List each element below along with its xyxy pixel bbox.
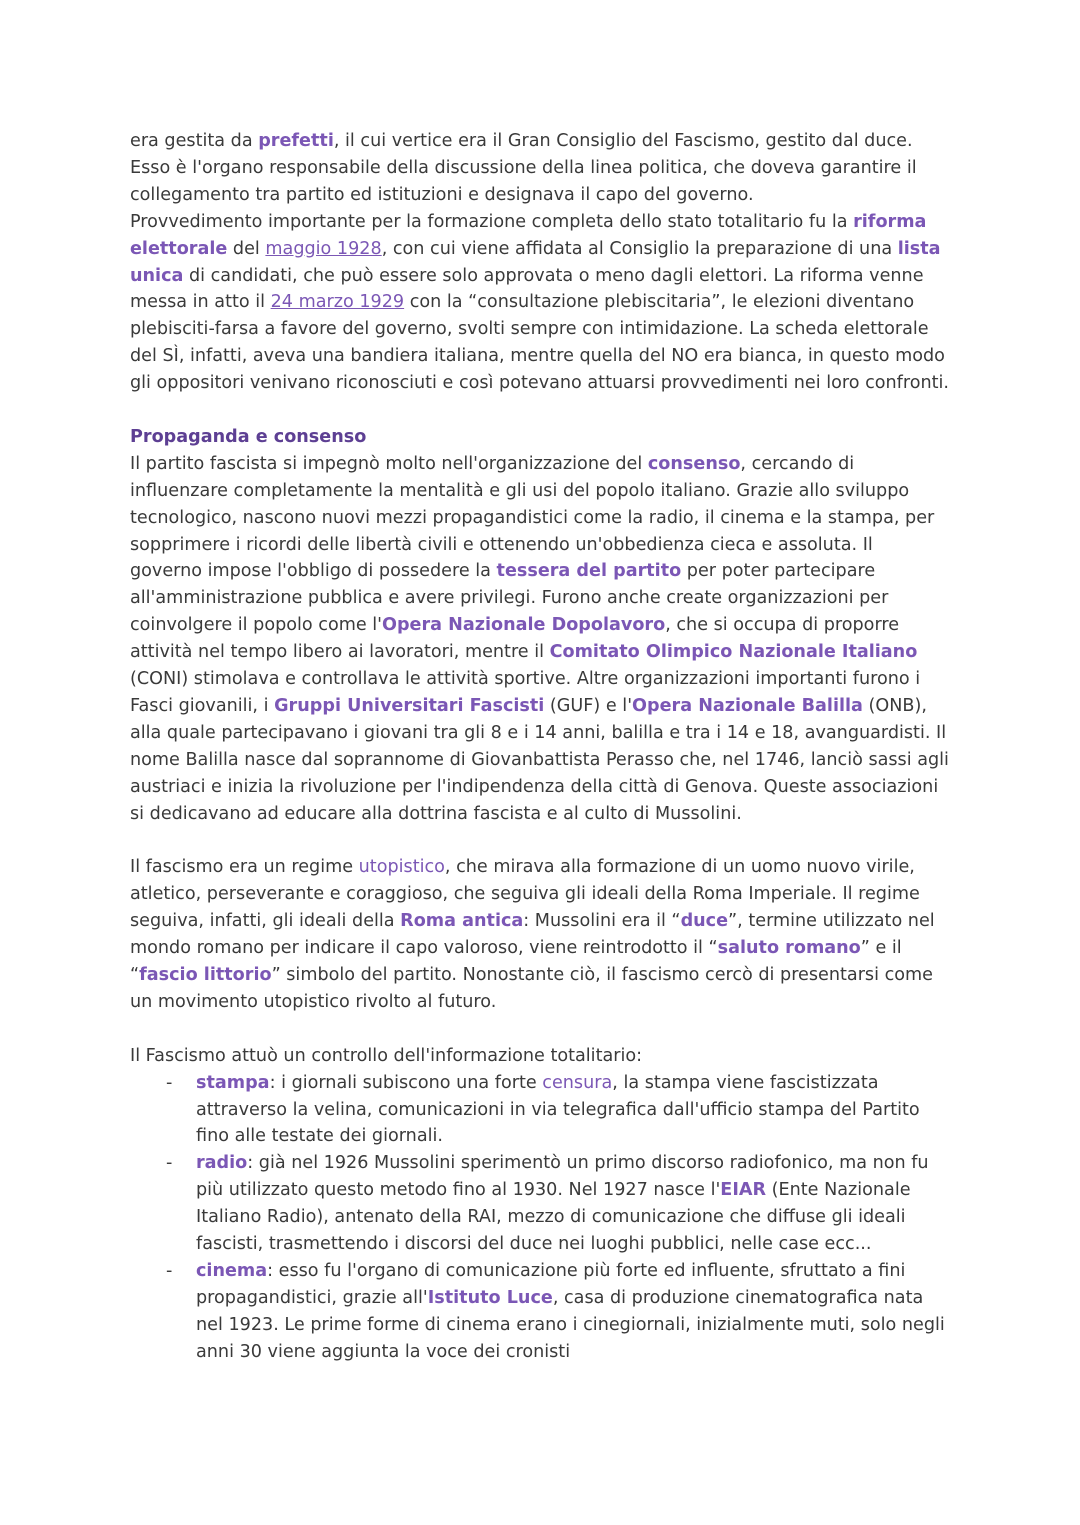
paragraph-utopistico: Il fascismo era un regime utopistico, che mirava alla formazione di un uomo nuovo virile, atletico, perseverante e coraggioso, che seguiva gli ideali della Roma Imperiale. Il regime seguiva, infatti, gli ideali della Roma antica: Mussolini era il “duce”, termine utilizzato nel mondo romano per indicare il capo valoroso, viene reintrodotto il “saluto romano” e il “fascio littorio” simbolo del partito. Nonostante ciò, il fascismo cercò di presentarsi come un movimento utopistico rivolto al futuro.: [130, 857, 935, 1012]
bullet-dash: -: [166, 1261, 173, 1282]
bullet-dash: -: [166, 1072, 173, 1093]
list-item-cinema: - cinema: esso fu l'organo di comunicazione più forte ed influente, sfruttato a fini propagandistici, grazie all'Istituto Luce, casa di produzione cinematografica nata nel 1923. Le prime forme di cinema erano i cinegiornali, inizialmente muti, solo negli anni 30 viene aggiunta la voce dei cronisti: [130, 1258, 950, 1366]
term-istituto-luce: Istituto Luce: [427, 1287, 553, 1308]
list-item-stampa: - stampa: i giornali subiscono una forte censura, la stampa viene fascistizzata attraverso la velina, comunicazioni in via telegrafica dall'ufficio stampa del Partito fino alle testate dei giornali.: [130, 1070, 950, 1151]
term-roma-antica: Roma antica: [400, 911, 524, 932]
term-fascio-littorio: fascio littorio: [139, 965, 272, 986]
link-24-marzo-1929[interactable]: 24 marzo 1929: [270, 292, 405, 313]
term-consenso: consenso: [647, 453, 741, 474]
term-eiar: EIAR: [720, 1180, 767, 1201]
paragraph-prefetti: era gestita da prefetti, il cui vertice era il Gran Consiglio del Fascismo, gestito dal duce. Esso è l'organo responsabile della discussione della linea politica, che doveva garantire il collegamento tra partito ed istituzioni e designava il capo del governo.: [130, 131, 917, 205]
term-utopistico: utopistico: [358, 857, 445, 878]
paragraph-riforma-elettorale: Provvedimento importante per la formazione completa dello stato totalitario fu la riforma elettorale del maggio 1928, con cui viene affidata al Consiglio la preparazione di una lista unica di candidati, che può essere solo approvata o meno dagli elettori. La riforma venne messa in atto il 24 marzo 1929 con la “consultazione plebiscitaria”, le elezioni diventano plebisciti-farsa a favore del governo, svolti sempre con intimidazione. La scheda elettorale del SÌ, infatti, aveva una bandiera italiana, mentre quella del NO era bianca, in questo modo gli oppositori venivano riconosciuti e così potevano attuarsi provvedimenti nei loro confronti.: [130, 211, 949, 394]
term-cinema: cinema: [196, 1261, 268, 1282]
term-lista-unica: lista unica: [130, 238, 941, 286]
term-prefetti: prefetti: [258, 131, 334, 151]
term-stampa: stampa: [196, 1072, 270, 1093]
term-saluto-romano: saluto romano: [717, 938, 861, 959]
term-duce: duce: [680, 911, 729, 932]
term-tessera-del-partito: tessera del partito: [496, 561, 682, 582]
section-heading: Propaganda e consenso: [130, 426, 367, 447]
spacer: [130, 828, 950, 855]
term-riforma-elettorale: riforma elettorale: [130, 211, 927, 259]
document-page: [130, 128, 950, 1366]
term-coni: Comitato Olimpico Nazionale Italiano: [549, 642, 918, 663]
term-radio: radio: [196, 1153, 248, 1174]
media-list: [130, 1070, 950, 1366]
spacer: [130, 397, 950, 424]
link-maggio-1928[interactable]: maggio 1928: [265, 238, 382, 259]
term-opera-nazionale-dopolavoro: Opera Nazionale Dopolavoro: [382, 615, 666, 636]
paragraph-controllo-informazione: Il Fascismo attuò un controllo dell'informazione totalitario:: [130, 1045, 643, 1066]
list-item-radio: - radio: già nel 1926 Mussolini sperimentò un primo discorso radiofonico, ma non fu più utilizzato questo metodo fino al 1930. Nel 1927 nasce l'EIAR (Ente Nazionale Italiano Radio), antenato della RAI, mezzo di comunicazione che diffuse gli ideali fascisti, trasmettendo i discorsi del duce nei luoghi pubblici, nelle case ecc...: [130, 1150, 950, 1258]
paragraph-consenso: Il partito fascista si impegnò molto nell'organizzazione del consenso, cercando di influenzare completamente la mentalità e gli usi del popolo italiano. Grazie allo sviluppo tecnologico, nascono nuovi mezzi propagandistici come la radio, il cinema e la stampa, per sopprimere i ricordi delle libertà civili e ottenendo un'obbedienza cieca e assoluta. Il governo impose l'obbligo di possedere la tessera del partito per poter partecipare all'amministrazione pubblica e avere privilegi. Furono anche create organizzazioni per coinvolgere il popolo come l'Opera Nazionale Dopolavoro, che si occupa di proporre attività nel tempo libero ai lavoratori, mentre il Comitato Olimpico Nazionale Italiano (CONI) stimolava e controllava le attività sportive. Altre organizzazioni importanti furono i Fasci giovanili, i Gruppi Universitari Fascisti (GUF) e l'Opera Nazionale Balilla (ONB), alla quale partecipavano i giovani tra gli 8 e i 14 anni, balilla e tra i 14 e 18, avanguardisti. Il nome Balilla nasce dal soprannome di Giovanbattista Perasso che, nel 1746, lanciò sassi agli austriaci e inizia la rivoluzione per l'indipendenza della città di Genova. Queste associazioni si dedicavano ad educare alla dottrina fascista e al culto di Mussolini.: [130, 453, 949, 824]
term-onb: Opera Nazionale Balilla: [632, 696, 863, 717]
spacer: [130, 1016, 950, 1043]
bullet-dash: -: [166, 1153, 173, 1174]
term-guf: Gruppi Universitari Fascisti: [274, 696, 545, 717]
term-censura: censura: [542, 1072, 613, 1093]
